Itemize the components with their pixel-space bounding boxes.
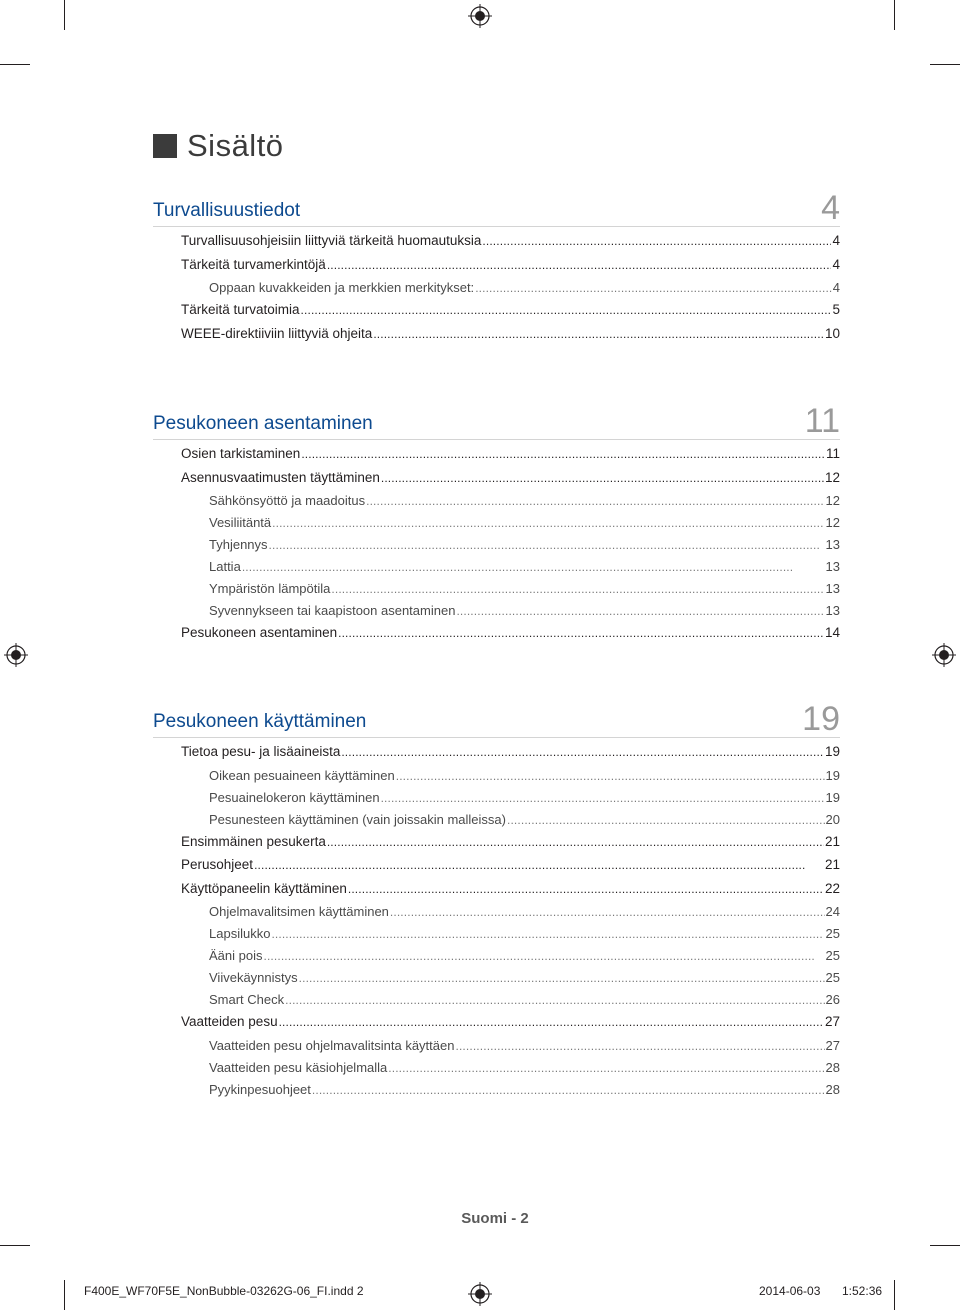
toc-leader-dots bbox=[455, 1038, 824, 1053]
toc-entry[interactable] bbox=[153, 834, 840, 858]
toc-entry-page: 24 bbox=[825, 904, 840, 919]
toc-entry-label: Turvallisuusohjeisiin liittyviä tärkeitä huomautuksia bbox=[181, 233, 482, 248]
toc-entry-page: 21 bbox=[824, 857, 840, 872]
toc-leader-dots bbox=[254, 857, 824, 872]
title-square-icon bbox=[153, 134, 177, 158]
toc-entry-page: 25 bbox=[825, 970, 840, 985]
slug-time: 1:52:36 bbox=[842, 1284, 883, 1298]
registration-mark-icon bbox=[4, 643, 28, 667]
page-number-label: Suomi - 2 bbox=[461, 1210, 529, 1227]
toc-entry-label: Oppaan kuvakkeiden ja merkkien merkitykset: bbox=[209, 280, 475, 295]
toc-entry[interactable] bbox=[153, 280, 840, 302]
toc-entry[interactable] bbox=[153, 948, 840, 970]
toc-entry-page: 5 bbox=[832, 302, 840, 317]
toc-entry[interactable] bbox=[153, 603, 840, 625]
toc-entry[interactable] bbox=[153, 992, 840, 1014]
toc-entry[interactable] bbox=[153, 857, 840, 881]
section-page-number: 19 bbox=[802, 700, 840, 738]
slug-date: 2014-06-03 bbox=[759, 1284, 821, 1298]
toc-entry-label: Syvennykseen tai kaapistoon asentaminen bbox=[209, 603, 456, 618]
section-header bbox=[153, 399, 840, 440]
crop-mark bbox=[0, 64, 30, 65]
toc-entry-label: Vaatteiden pesu bbox=[181, 1014, 278, 1029]
toc-entry-label: Käyttöpaneelin käyttäminen bbox=[181, 880, 347, 896]
toc-leader-dots bbox=[242, 559, 825, 574]
toc-entry[interactable] bbox=[153, 790, 840, 812]
toc-entry-page: 12 bbox=[825, 515, 840, 530]
toc-entry-page: 11 bbox=[825, 446, 840, 461]
crop-mark bbox=[894, 1280, 895, 1310]
toc-entry[interactable] bbox=[153, 812, 840, 834]
toc-leader-dots bbox=[312, 1082, 825, 1097]
toc-entry-label: Vaatteiden pesu ohjelmavalitsinta käyttäen bbox=[209, 1037, 455, 1053]
toc-leader-dots bbox=[366, 493, 824, 508]
toc-entry[interactable] bbox=[153, 970, 840, 992]
toc-entry-label: Osien tarkistaminen bbox=[181, 446, 301, 461]
page-title-text: Sisältö bbox=[187, 128, 284, 163]
toc-entry[interactable] bbox=[153, 904, 840, 926]
toc-leader-dots bbox=[301, 302, 832, 317]
toc-entry-page: 13 bbox=[825, 603, 840, 618]
toc-entry-label: Ensimmäinen pesukerta bbox=[181, 833, 326, 849]
toc-leader-dots bbox=[341, 744, 824, 759]
toc-leader-dots bbox=[482, 233, 831, 248]
toc-leader-dots bbox=[269, 537, 825, 552]
slug-filename: F400E_WF70F5E_NonBubble-03262G-06_FI.indd 2 bbox=[84, 1284, 364, 1298]
section-page-number: 4 bbox=[821, 189, 840, 227]
crop-mark bbox=[930, 1245, 960, 1246]
toc-entry-label: Pesuainelokeron käyttäminen bbox=[209, 789, 380, 805]
toc-entry-label: Tärkeitä turvamerkintöjä bbox=[181, 256, 326, 272]
toc-leader-dots bbox=[456, 603, 824, 618]
toc-leader-dots bbox=[271, 926, 824, 941]
section-title[interactable]: Pesukoneen asentaminen bbox=[153, 413, 373, 434]
toc-entry-page: 27 bbox=[825, 1037, 840, 1053]
toc-entry-label: WEEE-direktiiviin liittyviä ohjeita bbox=[181, 325, 373, 341]
toc-entry-label: Asennusvaatimusten täyttäminen bbox=[181, 469, 380, 485]
toc-entry-label: Sähkönsyöttö ja maadoitus bbox=[209, 493, 366, 508]
toc-entry-page: 12 bbox=[824, 469, 840, 485]
toc-entry[interactable] bbox=[153, 1038, 840, 1060]
toc-entry-label: Pyykinpesuohjeet bbox=[209, 1081, 311, 1097]
toc-entry-page: 19 bbox=[825, 789, 840, 805]
toc-entry[interactable] bbox=[153, 470, 840, 494]
toc-leader-dots bbox=[381, 790, 825, 805]
toc-leader-dots bbox=[338, 625, 824, 640]
toc-entry-page: 21 bbox=[824, 833, 840, 849]
toc-entry-label: Tärkeitä turvatoimia bbox=[181, 302, 300, 317]
toc-entry-page: 4 bbox=[832, 280, 840, 295]
crop-mark bbox=[64, 0, 65, 30]
toc-leader-dots bbox=[299, 970, 825, 985]
toc-leader-dots bbox=[373, 326, 824, 341]
toc-entry[interactable] bbox=[153, 1060, 840, 1082]
registration-mark-icon bbox=[932, 643, 956, 667]
toc-entry[interactable] bbox=[153, 326, 840, 350]
toc-leader-dots bbox=[279, 1014, 824, 1029]
toc-entry[interactable] bbox=[153, 625, 840, 649]
section-page-number: 11 bbox=[804, 402, 840, 440]
toc-entry[interactable] bbox=[153, 446, 840, 470]
toc-entry[interactable] bbox=[153, 233, 840, 257]
toc-section-installation bbox=[153, 399, 840, 649]
toc-leader-dots bbox=[327, 834, 824, 849]
section-header bbox=[153, 697, 840, 738]
toc-entry-page: 12 bbox=[825, 493, 840, 508]
toc-leader-dots bbox=[396, 768, 825, 783]
toc-leader-dots bbox=[507, 812, 825, 827]
registration-mark-icon bbox=[468, 1282, 492, 1306]
toc-entry-label: Perusohjeet bbox=[181, 857, 254, 872]
toc-entry[interactable] bbox=[153, 257, 840, 281]
registration-mark-icon bbox=[468, 4, 492, 28]
toc-entry[interactable] bbox=[153, 1014, 840, 1038]
toc-entry[interactable] bbox=[153, 881, 840, 905]
toc-entry-page: 19 bbox=[825, 767, 840, 783]
toc-entry-label: Ympäristön lämpötila bbox=[209, 581, 331, 596]
toc-entry-label: Smart Check bbox=[209, 992, 285, 1007]
toc-entry-label: Pesukoneen asentaminen bbox=[181, 625, 338, 640]
section-title[interactable]: Turvallisuustiedot bbox=[153, 200, 301, 221]
toc-entry-label: Lattia bbox=[209, 559, 241, 574]
toc-entry-label: Oikean pesuaineen käyttäminen bbox=[209, 767, 395, 783]
toc-entry[interactable] bbox=[153, 926, 840, 948]
toc-entry-page: 22 bbox=[824, 880, 840, 896]
crop-mark bbox=[64, 1280, 65, 1310]
toc-entry[interactable] bbox=[153, 537, 840, 559]
toc-section-usage bbox=[153, 697, 840, 1104]
toc-leader-dots bbox=[327, 257, 832, 272]
toc-entry-page: 13 bbox=[825, 537, 840, 552]
toc-entry-label: Ääni pois bbox=[209, 948, 263, 963]
toc-entry[interactable] bbox=[153, 768, 840, 790]
toc-leader-dots bbox=[475, 280, 832, 295]
toc-entry-page: 13 bbox=[825, 581, 840, 596]
toc-entry-label: Vaatteiden pesu käsiohjelmalla bbox=[209, 1059, 388, 1075]
toc-leader-dots bbox=[348, 881, 824, 896]
toc-entry-page: 26 bbox=[825, 992, 840, 1007]
toc-leader-dots bbox=[263, 948, 824, 963]
toc-leader-dots bbox=[381, 470, 824, 485]
toc-entry-label: Viivekäynnistys bbox=[209, 970, 298, 985]
page-title bbox=[153, 126, 284, 166]
toc-leader-dots bbox=[272, 515, 824, 530]
section-header bbox=[153, 186, 840, 227]
toc-entry-label: Ohjelmavalitsimen käyttäminen bbox=[209, 904, 389, 919]
crop-mark bbox=[930, 64, 960, 65]
toc-section-safety bbox=[153, 186, 840, 349]
toc-entry[interactable] bbox=[153, 744, 840, 768]
toc-leader-dots bbox=[331, 581, 824, 596]
toc-entry-page: 4 bbox=[832, 233, 840, 248]
toc-entry-page: 13 bbox=[825, 559, 840, 574]
crop-mark bbox=[0, 1245, 30, 1246]
toc-entry[interactable] bbox=[153, 559, 840, 581]
toc-entry-page: 20 bbox=[825, 811, 840, 827]
toc-entry[interactable] bbox=[153, 1082, 840, 1104]
toc-leader-dots bbox=[388, 1060, 824, 1075]
toc-entry-page: 27 bbox=[824, 1014, 840, 1029]
toc-entry-label: Tyhjennys bbox=[209, 537, 268, 552]
section-title[interactable]: Pesukoneen käyttäminen bbox=[153, 711, 367, 732]
toc-leader-dots bbox=[301, 446, 825, 461]
toc-entry-label: Lapsilukko bbox=[209, 926, 271, 941]
toc-entry[interactable] bbox=[153, 302, 840, 326]
toc-entry[interactable] bbox=[153, 493, 840, 515]
crop-mark bbox=[894, 0, 895, 30]
toc-entry-page: 14 bbox=[824, 625, 840, 640]
toc-entry-page: 28 bbox=[825, 1059, 840, 1075]
toc-leader-dots bbox=[390, 904, 825, 919]
toc-entry-page: 25 bbox=[825, 948, 840, 963]
toc-entry-page: 19 bbox=[824, 744, 840, 759]
toc-entry[interactable] bbox=[153, 581, 840, 603]
toc-entry-page: 10 bbox=[824, 325, 840, 341]
toc-entry-page: 28 bbox=[825, 1081, 840, 1097]
toc-leader-dots bbox=[285, 992, 824, 1007]
toc-entry-label: Vesiliitäntä bbox=[209, 515, 272, 530]
toc-entry-label: Tietoa pesu- ja lisäaineista bbox=[181, 744, 341, 759]
toc-entry[interactable] bbox=[153, 515, 840, 537]
toc-entry-label: Pesunesteen käyttäminen (vain joissakin malleissa) bbox=[209, 811, 506, 827]
toc-entry-page: 25 bbox=[825, 926, 840, 941]
toc-entry-page: 4 bbox=[832, 256, 840, 272]
